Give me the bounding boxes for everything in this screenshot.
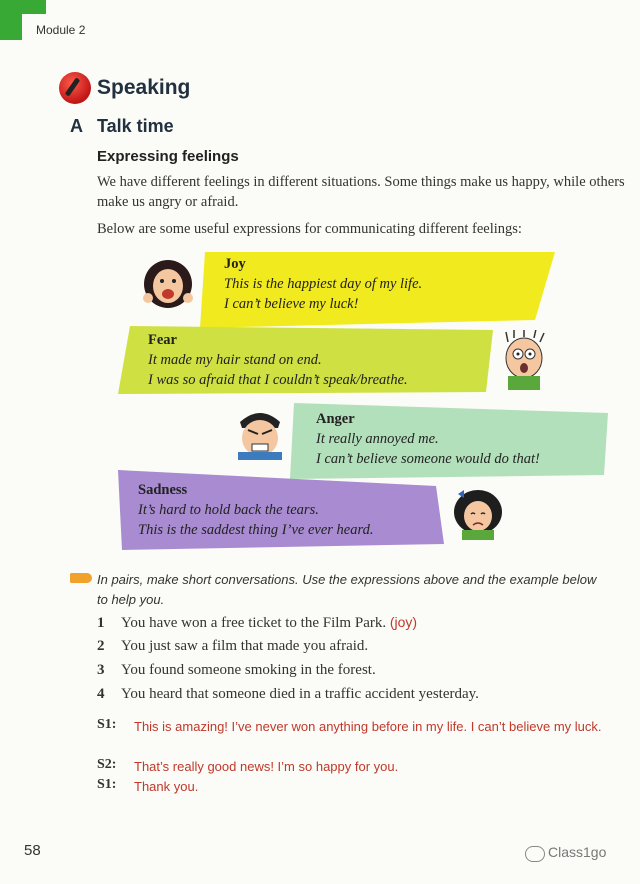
item-hint: (joy) [389,614,418,630]
feeling-line: It’s hard to hold back the tears. [138,502,319,518]
feeling-title: Anger [316,411,355,427]
list-item [97,686,479,703]
feeling-title: Fear [148,332,177,348]
intro-paragraph: We have different feelings in different situations. Some things make us happy, while others make us angry or afraid. [97,174,625,210]
speaker-label: S1: [97,777,117,792]
item-text: You have won a free ticket to the Film Park. [121,615,387,631]
pencil-icon [70,573,92,583]
dialogue-text: This is amazing! I’ve never won anything before in my life. I can’t believe my luck. [134,719,602,734]
subheading: Expressing feelings [97,148,239,165]
list-item [97,614,417,632]
speaker-label: S2: [97,757,117,772]
item-number: 1 [97,615,105,631]
item-text: You just saw a film that made you afraid. [121,638,369,654]
part-title: Talk time [97,116,174,136]
feeling-line: I was so afraid that I couldn’t speak/breathe. [148,372,408,388]
feeling-line: This is the saddest thing I’ve ever heard. [138,522,374,538]
section-title: Speaking [97,76,191,99]
feeling-line: This is the happiest day of my life. [224,276,423,292]
item-number: 2 [97,638,105,654]
corner-tab-top [0,0,46,14]
fear-face-icon [494,330,554,397]
instruction-text: In pairs, make short conversations. Use the expressions above and the example below to help you. [97,572,597,607]
dialogue-text: Thank you. [134,779,199,794]
item-number: 3 [97,662,105,678]
feeling-line: I can’t believe my luck! [224,296,359,312]
feeling-panel-fear [118,324,498,396]
wechat-icon [525,846,545,862]
feeling-panel-sadness [118,466,446,550]
feeling-title: Joy [224,256,246,272]
feeling-title: Sadness [138,482,188,498]
feeling-line: It really annoyed me. [316,431,439,447]
feeling-panel-joy [200,250,560,330]
feeling-line: It made my hair stand on end. [148,352,322,368]
list-item [97,662,376,679]
intro-paragraph-2: Below are some useful expressions for communicating different feelings: [97,221,522,237]
item-text: You heard that someone died in a traffic accident yesterday. [121,686,479,702]
speaker-label: S1: [97,717,117,732]
sad-face-icon [446,486,510,547]
anger-face-icon [230,408,290,465]
list-item [97,638,368,655]
watermark: Class1go [548,844,607,860]
page-number: 58 [24,842,41,859]
feeling-line: I can’t believe someone would do that! [316,451,540,467]
item-text: You found someone smoking in the forest. [121,662,376,678]
module-label: Module 2 [36,23,86,37]
joy-face-icon [138,256,198,317]
item-number: 4 [97,686,105,702]
dialogue-text: That’s really good news! I’m so happy for you. [134,759,399,774]
part-letter: A [70,116,83,136]
microphone-icon [59,72,91,104]
